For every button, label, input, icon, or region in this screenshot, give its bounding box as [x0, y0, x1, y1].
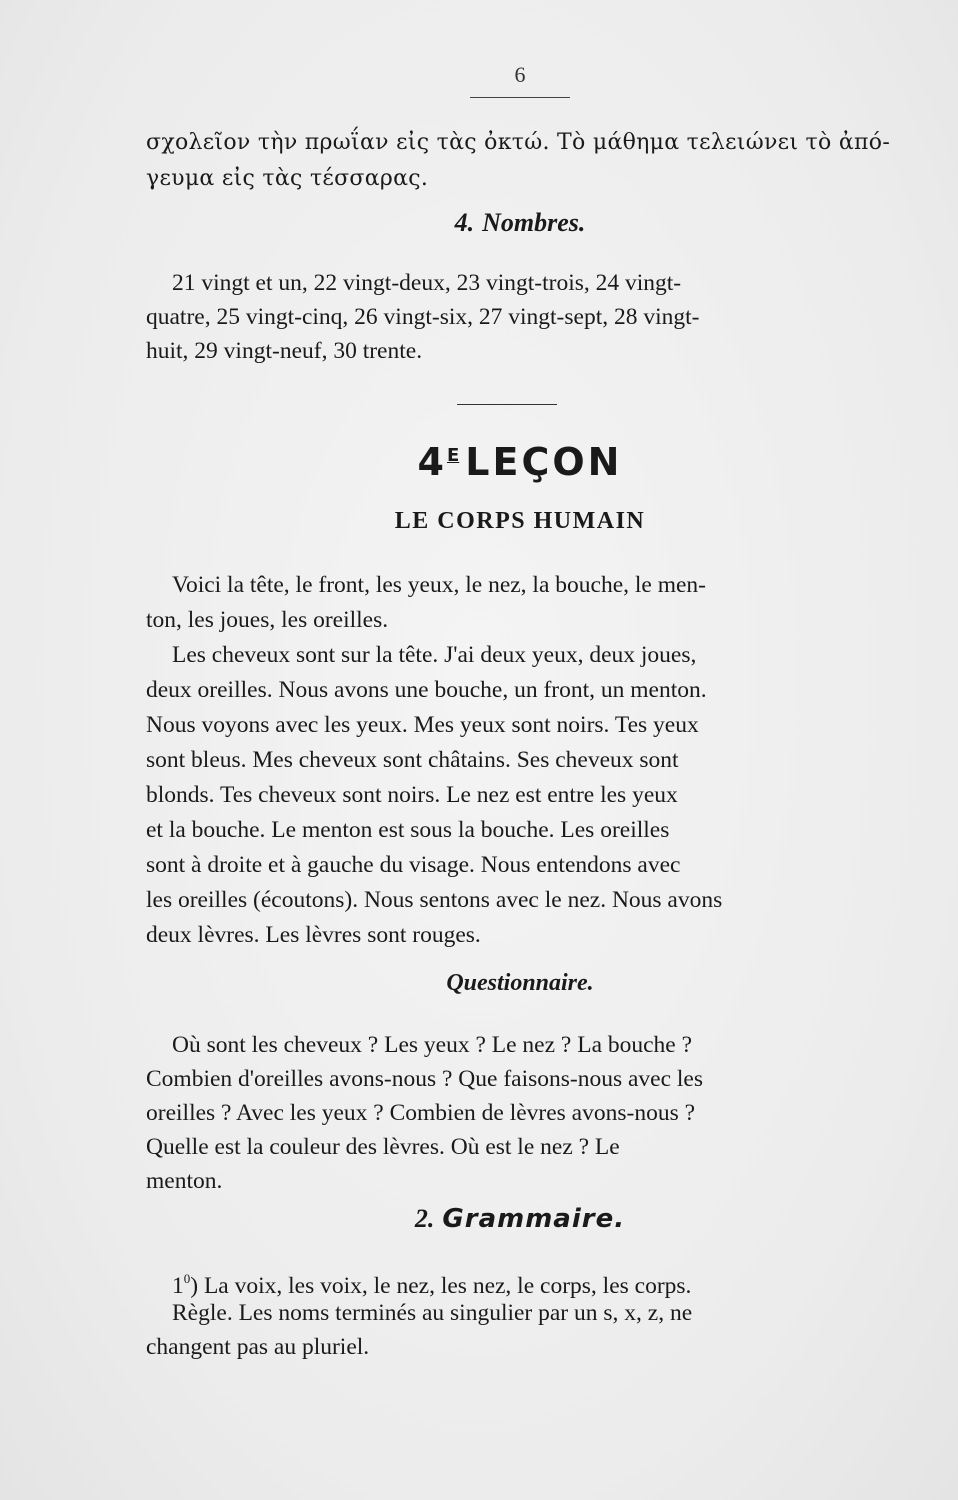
- reading-line-2: ton, les joues, les oreilles.: [146, 607, 389, 633]
- grammaire-heading-number: 2.: [414, 1204, 435, 1233]
- reading-line-11: deux lèvres. Les lèvres sont rouges.: [146, 922, 481, 948]
- reading-line-8: et la bouche. Le menton est sous la bouche. Les oreilles: [146, 817, 670, 843]
- questionnaire-line-3: oreilles ? Avec les yeux ? Combien de lèvres avons-nous ?: [146, 1100, 696, 1126]
- page-number-rule: [470, 97, 570, 98]
- page-number: 6: [514, 62, 526, 87]
- lesson-ordinal: E: [446, 445, 460, 466]
- reading-line-9: sont à droite et à gauche du visage. Nous entendons avec: [146, 852, 681, 878]
- grammaire-item-sup: 0: [183, 1271, 191, 1286]
- reading-line-6: sont bleus. Mes cheveux sont châtains. Ses cheveux sont: [146, 747, 679, 773]
- lesson-title-text: LEÇON: [465, 440, 623, 484]
- questionnaire-line-2: Combien d'oreilles avons-nous ? Que faisons-nous avec les: [146, 1066, 704, 1092]
- nombres-heading: [146, 208, 894, 238]
- questionnaire-line-1: Où sont les cheveux ? Les yeux ? Le nez ? La bouche ?: [172, 1032, 693, 1058]
- greek-line-1: σχολεῖον τὴν πρωΐαν εἰς τὰς ὀκτώ. Τὸ μάθημα τελειώνει τὸ ἀπό-: [146, 130, 891, 155]
- nombres-heading-title: Nombres.: [482, 208, 586, 237]
- grammaire-heading-title: Grammaire.: [442, 1204, 626, 1234]
- nombres-line-1: 21 vingt et un, 22 vingt-deux, 23 vingt-trois, 24 vingt-: [172, 270, 682, 296]
- reading-line-7: blonds. Tes cheveux sont noirs. Le nez est entre les yeux: [146, 782, 678, 808]
- section-separator: [457, 404, 557, 405]
- reading-line-10: les oreilles (écoutons). Nous sentons avec le nez. Nous avons: [146, 887, 723, 913]
- reading-line-4: deux oreilles. Nous avons une bouche, un front, un menton.: [146, 677, 707, 703]
- questionnaire-line-5: menton.: [146, 1168, 223, 1194]
- questionnaire-title: Questionnaire.: [446, 970, 594, 996]
- reading-line-5: Nous voyons avec les yeux. Mes yeux sont noirs. Tes yeux: [146, 712, 699, 738]
- reading-line-1: Voici la tête, le front, les yeux, le nez, la bouche, le men-: [172, 572, 706, 598]
- nombres-heading-number: 4.: [454, 208, 475, 237]
- grammaire-item-number: 1: [172, 1273, 184, 1299]
- grammaire-rule-line-1: Règle. Les noms terminés au singulier par un s, x, z, ne: [172, 1300, 693, 1326]
- grammaire-item-text: ) La voix, les voix, le nez, les nez, le corps, les corps.: [190, 1273, 692, 1299]
- lesson-number: 4: [417, 440, 447, 484]
- nombres-line-3: huit, 29 vingt-neuf, 30 trente.: [146, 338, 423, 364]
- lesson-subtitle: LE CORPS HUMAIN: [394, 508, 646, 534]
- lesson-title: [146, 440, 894, 484]
- questionnaire-line-4: Quelle est la couleur des lèvres. Où est le nez ? Le: [146, 1134, 620, 1160]
- greek-line-2: γευμα εἰς τὰς τέσσαρας.: [146, 166, 429, 191]
- nombres-line-2: quatre, 25 vingt-cinq, 26 vingt-six, 27 vingt-sept, 28 vingt-: [146, 304, 700, 330]
- grammaire-heading: [146, 1204, 894, 1234]
- reading-line-3: Les cheveux sont sur la tête. J'ai deux yeux, deux joues,: [172, 642, 697, 668]
- grammaire-rule-line-2: changent pas au pluriel.: [146, 1334, 370, 1360]
